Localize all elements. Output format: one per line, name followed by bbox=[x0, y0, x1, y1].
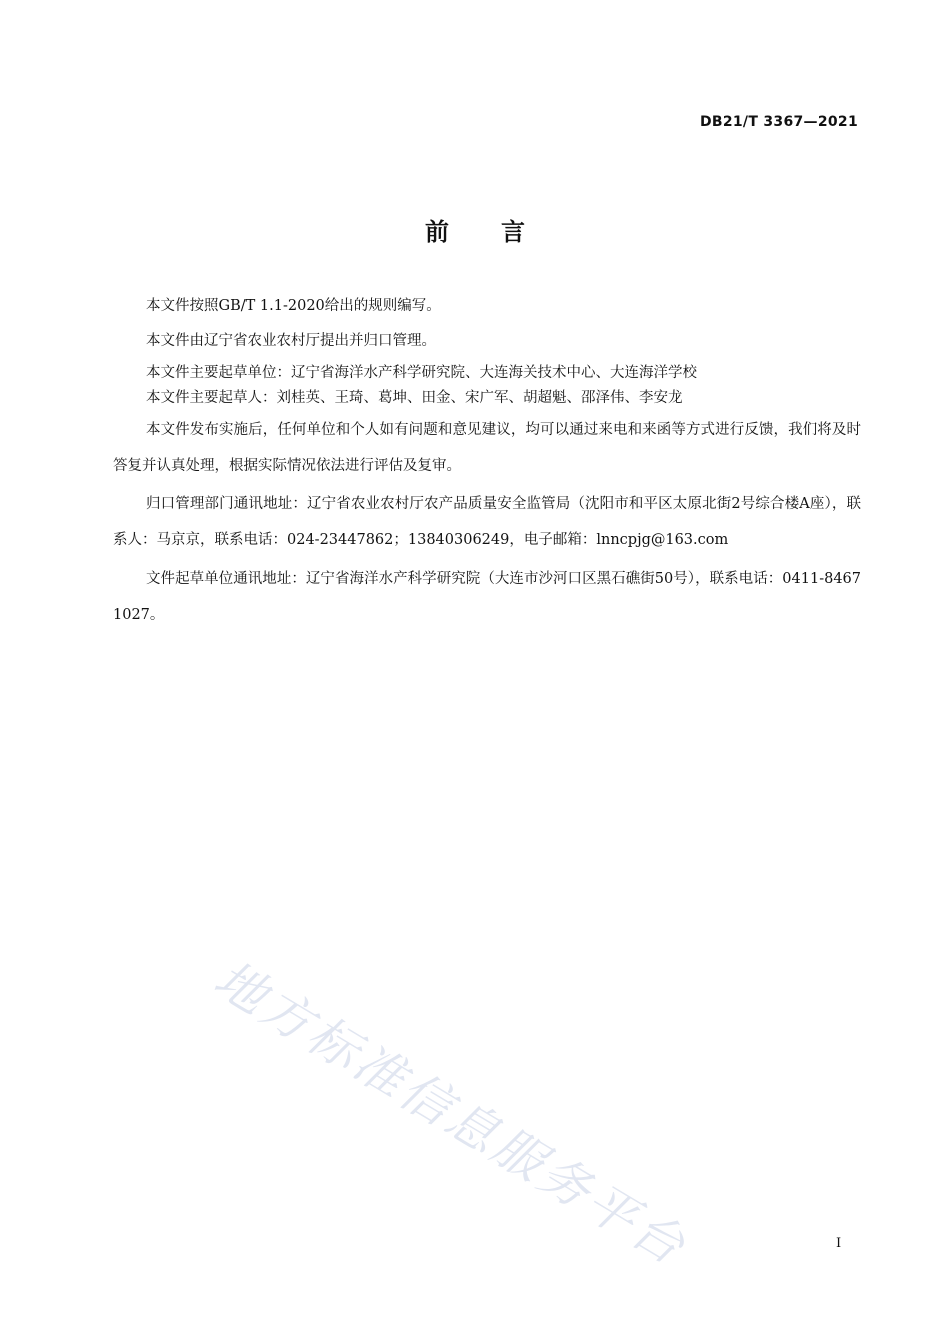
paragraph-drafters: 本文件主要起草人：刘桂英、王琦、葛坤、田金、宋广军、胡超魁、邵泽伟、李安龙 bbox=[146, 390, 683, 406]
paragraph-proposer: 本文件由辽宁省农业农村厅提出并归口管理。 bbox=[146, 333, 436, 349]
paragraph-management-address: 归口管理部门通讯地址：辽宁省农业农村厅农产品质量安全监管局（沈阳市和平区太原北街2号综合楼A座），联系人：马京京，联系电话：024-23447862；13840306249，电子邮箱：lnncpjg@163.com bbox=[113, 496, 861, 548]
paragraph-drafter-address: 文件起草单位通讯地址：辽宁省海洋水产科学研究院（大连市沙河口区黑石礁街50号），联系电话：0411-84671027。 bbox=[113, 571, 861, 623]
page-title: 前言 bbox=[425, 218, 577, 246]
paragraph-drafting-units: 本文件主要起草单位：辽宁省海洋水产科学研究院、大连海关技术中心、大连海洋学校 bbox=[146, 365, 697, 381]
watermark: 地方标准信息服务平台 bbox=[204, 949, 698, 1278]
paragraph-drafting-rules: 本文件按照GB/T 1.1-2020给出的规则编写。 bbox=[146, 298, 441, 314]
document-code: DB21/T 3367—2021 bbox=[699, 114, 858, 130]
page-number: I bbox=[836, 1236, 842, 1251]
paragraph-feedback: 本文件发布实施后，任何单位和个人如有问题和意见建议，均可以通过来电和来函等方式进行反馈，我们将及时答复并认真处理，根据实际情况依法进行评估及复审。 bbox=[113, 422, 861, 474]
